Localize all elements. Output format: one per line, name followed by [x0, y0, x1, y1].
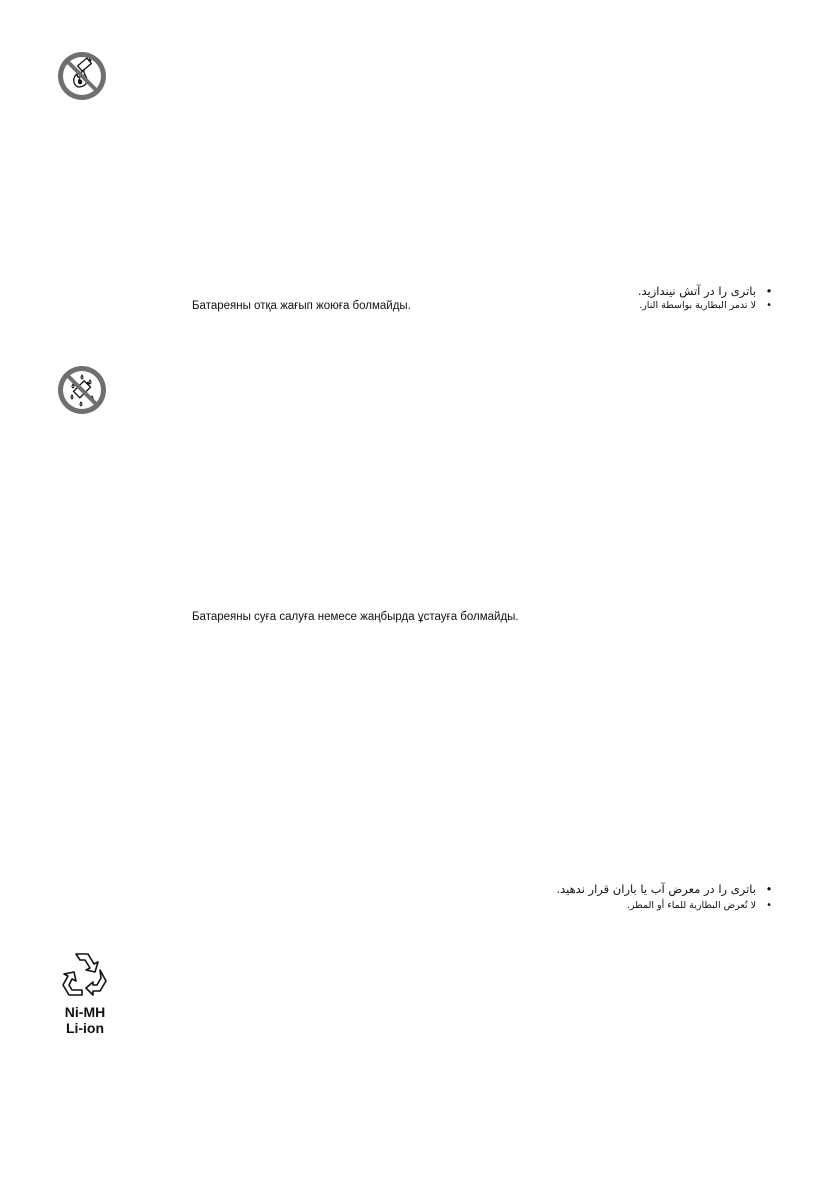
persian-text-fire: •باتری را در آتش نیندازید.: [638, 284, 776, 298]
persian-text-water: •باتری را در معرض آب یا باران قرار ندهید.: [556, 882, 776, 896]
arabic-text-water: •لا تُعرض البطارية للماء أو المطر.: [627, 900, 776, 911]
recycle-label-liion: Li-ion: [65, 1020, 105, 1036]
bullet: •: [766, 900, 772, 911]
bullet: •: [765, 284, 773, 298]
recycle-block: [58, 950, 112, 1036]
kazakh-text-fire: Батареяны отқа жағып жоюға болмайды.: [192, 300, 411, 312]
no-fire-battery-icon: [56, 50, 108, 102]
bullet: •: [765, 882, 773, 896]
no-water-battery-icon: [56, 364, 108, 416]
bullet: •: [766, 300, 772, 311]
recycle-label-nimh: Ni-MH: [64, 1004, 106, 1020]
kazakh-text-water: Батареяны суға салуға немесе жаңбырда ұстауға болмайды.: [192, 611, 519, 623]
arabic-text-fire: •لا تدمر البطارية بواسطة النار.: [639, 300, 776, 311]
recycle-icon: [58, 950, 112, 1000]
